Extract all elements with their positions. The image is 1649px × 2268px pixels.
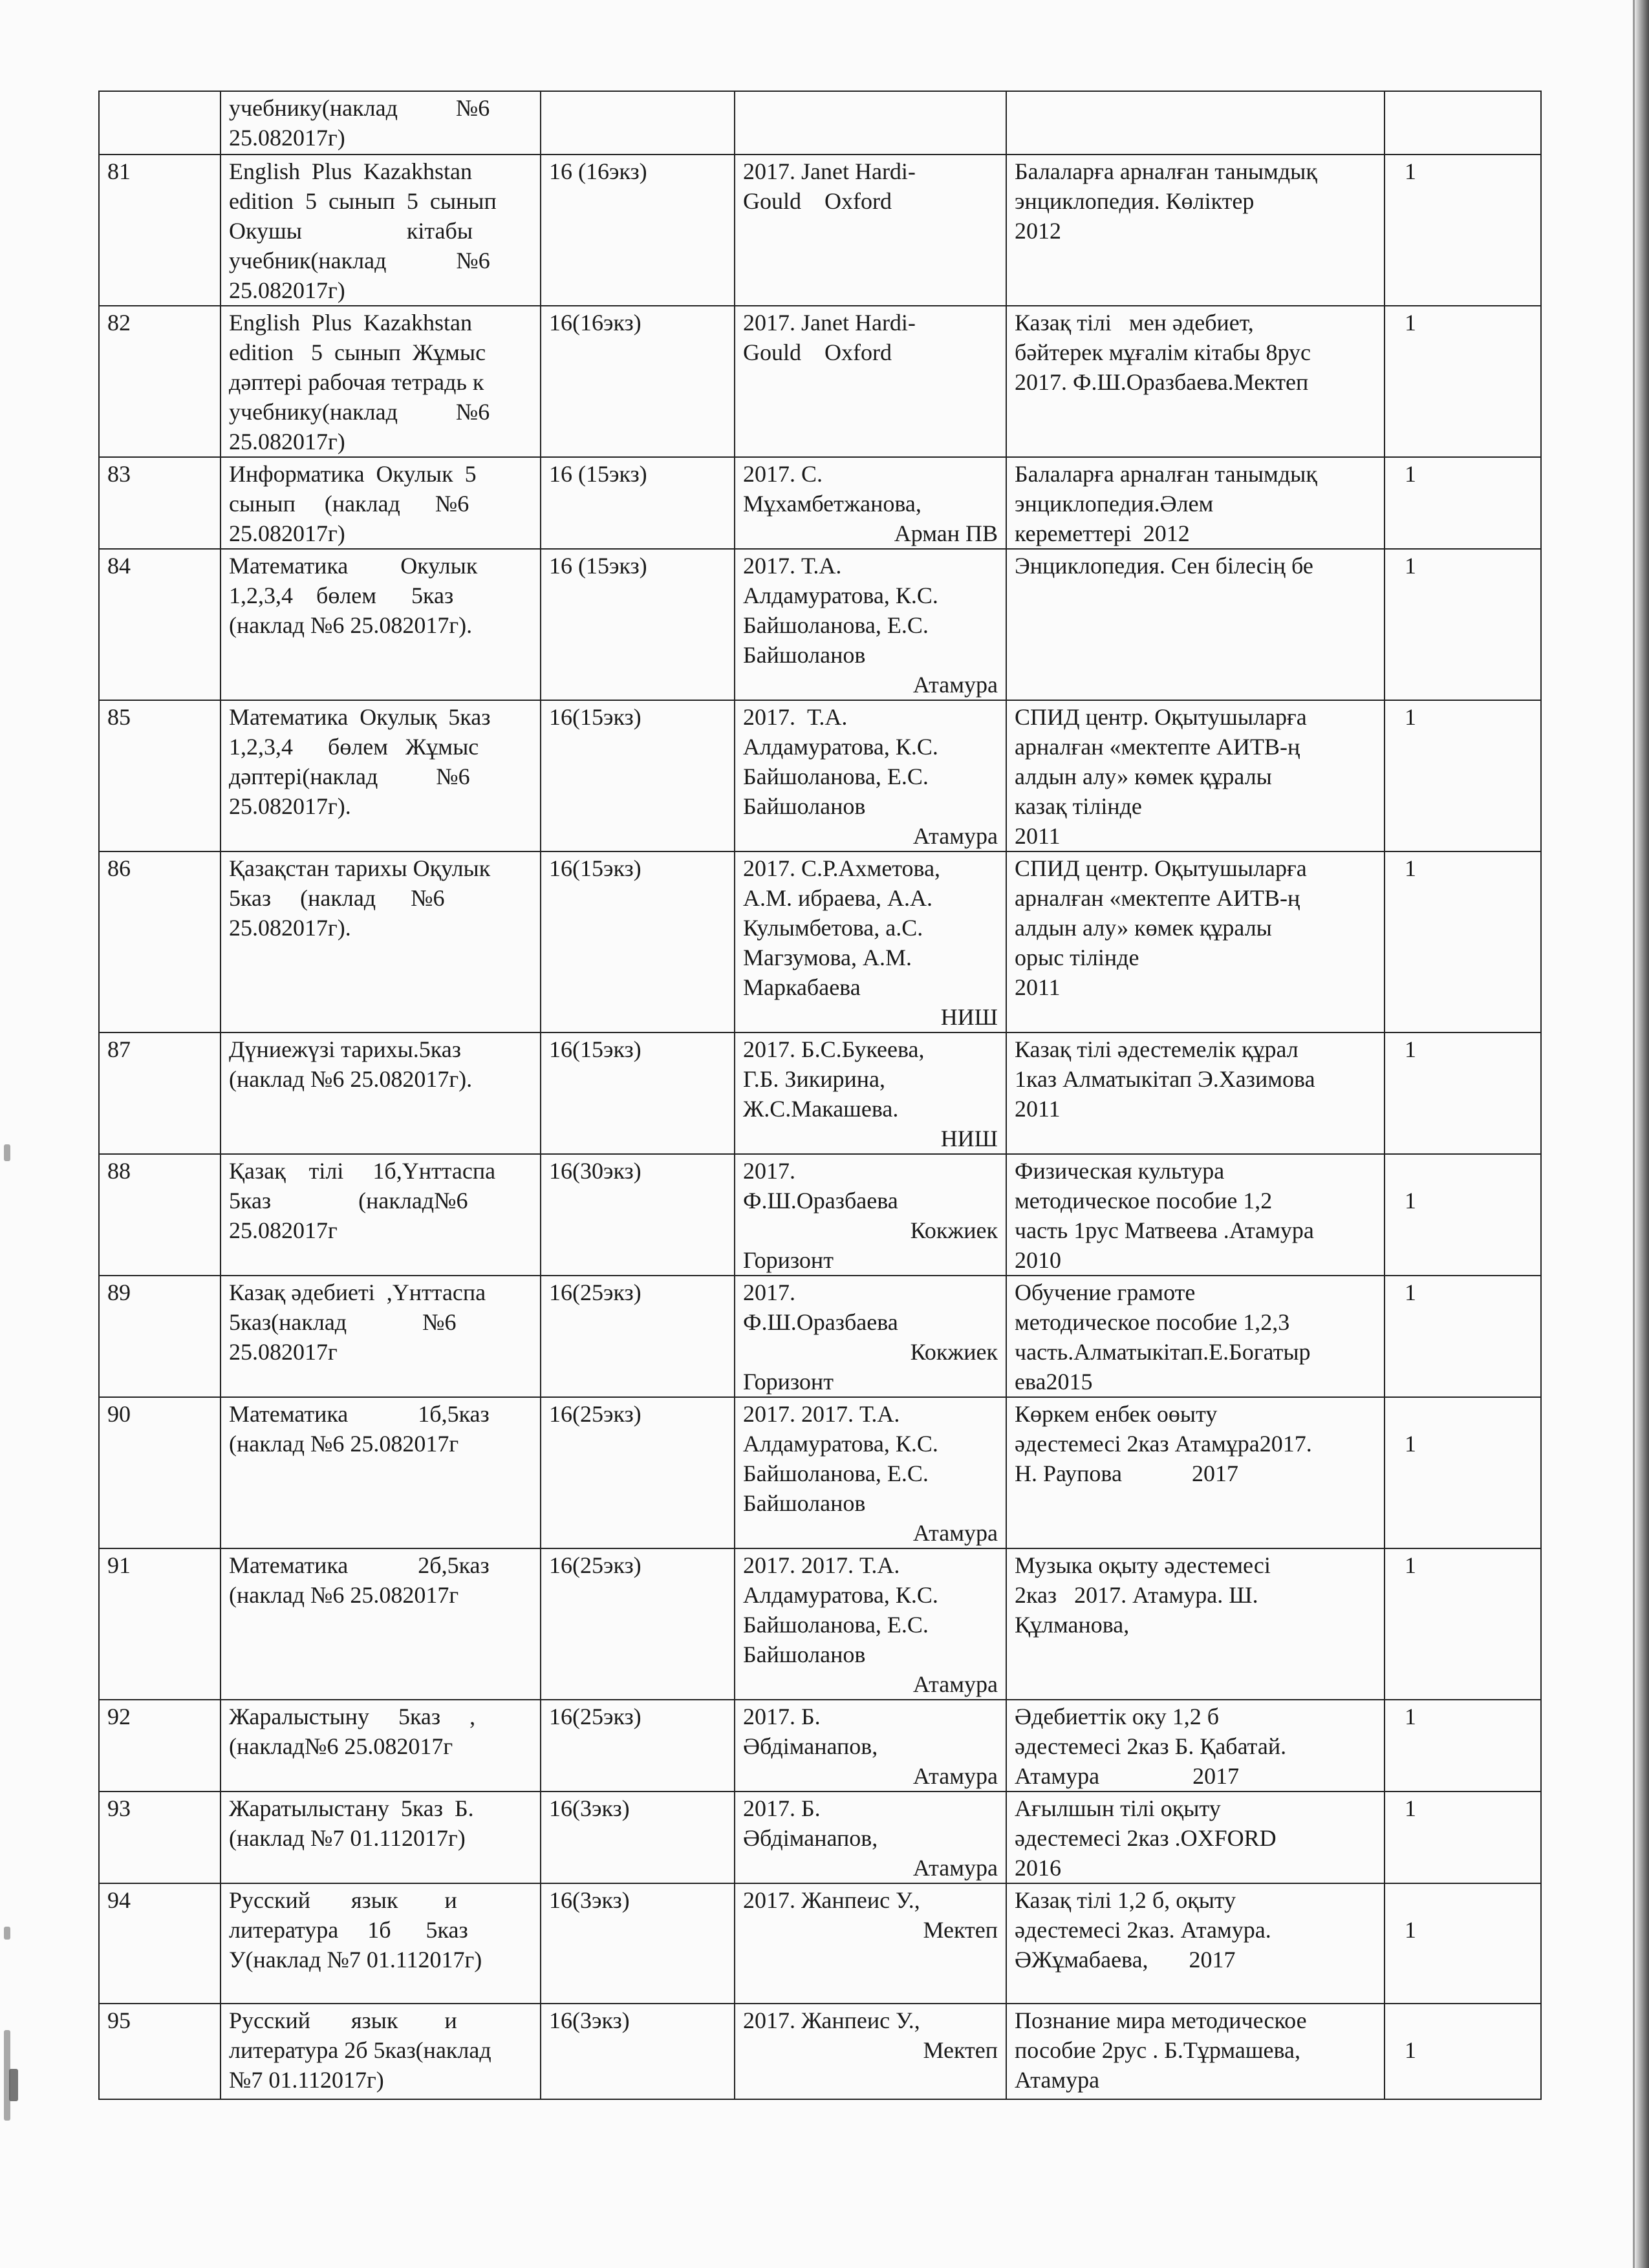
cell-line: учебнику(наклад №6	[229, 399, 490, 425]
cell-line: ева2015	[1015, 1369, 1093, 1395]
table-row	[99, 1276, 1541, 1397]
cell-line: энциклопедия.Әлем	[1015, 491, 1214, 517]
cell-line: Казақ әдебиеті ,Үнттаспа	[229, 1279, 486, 1305]
textbook-title-cell	[221, 1548, 541, 1700]
methodical-guide-cell	[1006, 1032, 1385, 1154]
methodical-guide-cell	[1006, 1397, 1385, 1548]
quantity-cell	[541, 91, 735, 155]
cell-line: 2017. Б.С.Букеева,	[743, 1036, 925, 1062]
copy-count-cell: 1	[1385, 1548, 1541, 1700]
textbook-title-cell	[221, 155, 541, 306]
row-number: 90	[99, 1397, 221, 1548]
methodical-guide-cell	[1006, 851, 1385, 1032]
methodical-guide-cell	[1006, 1276, 1385, 1397]
row-number: 89	[99, 1276, 221, 1397]
cell-line: 2011	[1015, 1096, 1061, 1122]
cell-line: сынып (наклад №6	[229, 491, 469, 517]
cell-line: (наклад №6 25.082017г	[229, 1431, 459, 1457]
cell-line: Байшоланова, Е.С.	[743, 1612, 929, 1638]
textbook-title-cell	[221, 1032, 541, 1154]
table-row	[99, 1548, 1541, 1700]
cell-line: методическое пособие 1,2	[1015, 1188, 1273, 1214]
quantity-cell: 16(25экз)	[541, 1548, 735, 1700]
textbook-title-cell	[221, 851, 541, 1032]
cell-line: Мектеп	[923, 2037, 998, 2063]
cell-line: (наклад №7 01.112017г)	[229, 1825, 466, 1851]
cell-line: 2017. Жанпеис У.,	[743, 2007, 920, 2033]
row-number: 95	[99, 2004, 221, 2099]
cell-line: 2012	[1015, 218, 1061, 244]
cell-line: Энциклопедия. Сен білесің бе	[1015, 553, 1313, 579]
scan-artifact	[9, 2069, 18, 2101]
cell-line: Жаралыстыну 5каз ,	[229, 1704, 476, 1729]
cell-line: Балаларға арналған танымдық	[1015, 158, 1317, 184]
author-publisher-cell	[735, 851, 1006, 1032]
cell-line: учебнику(наклад №6	[229, 95, 490, 121]
cell-line: 25.082017г)	[229, 125, 345, 151]
cell-line: Байшоланов	[743, 1490, 866, 1516]
cell-line: Атамура	[1015, 2067, 1100, 2093]
quantity-cell: 16(3экз)	[541, 1792, 735, 1883]
table-row	[99, 1154, 1541, 1276]
cell-line: Кулымбетова, а.С.	[743, 915, 923, 941]
quantity-cell: 16(15экз)	[541, 851, 735, 1032]
textbook-title-cell	[221, 549, 541, 700]
cell-line: 2017. Janet Hardi-	[743, 158, 916, 184]
cell-line: Дүниежүзі тарихы.5каз	[229, 1036, 461, 1062]
cell-line: ӘЖұмабаева, 2017	[1015, 1947, 1236, 1973]
cell-line: 25.082017г)	[229, 277, 345, 303]
cell-line: edition 5 сынып Жұмыс	[229, 339, 486, 365]
cell-line: 2017. Ф.Ш.Оразбаева.Мектеп	[1015, 369, 1309, 395]
copy-count-cell: 1	[1385, 1700, 1541, 1792]
author-publisher-cell	[735, 457, 1006, 549]
cell-line: Әдебиеттік оку 1,2 б	[1015, 1704, 1220, 1729]
textbook-title-cell	[221, 457, 541, 549]
cell-line: Байшоланова, Е.С.	[743, 1460, 929, 1486]
cell-line: Горизонт	[743, 1247, 834, 1273]
cell-line: English Plus Kazakhstan	[229, 158, 472, 184]
cell-line: НИШ	[940, 1126, 998, 1151]
cell-line: 2010	[1015, 1247, 1061, 1273]
cell-line: Байшоланов	[743, 1642, 866, 1667]
cell-line: 5каз (наклад №6	[229, 885, 445, 911]
cell-line: Казақ тілі әдестемелік құрал	[1015, 1036, 1299, 1062]
cell-line: арналған «мектепте АИТВ-ң	[1015, 734, 1300, 760]
copy-count-cell: 1	[1385, 549, 1541, 700]
cell-line: Көркем енбек оөыту	[1015, 1401, 1218, 1427]
cell-line: Казақ тілі мен әдебиет,	[1015, 310, 1254, 336]
quantity-cell: 16(3экз)	[541, 2004, 735, 2099]
cell-line: (наклад №6 25.082017г).	[229, 612, 473, 638]
cell-line: 2017. Жанпеис У.,	[743, 1887, 920, 1913]
row-number: 85	[99, 700, 221, 851]
cell-line: Маркабаева	[743, 974, 861, 1000]
cell-line: edition 5 сынып 5 сынып	[229, 188, 497, 214]
author-publisher-cell	[735, 1700, 1006, 1792]
cell-line: Құлманова,	[1015, 1612, 1130, 1638]
table-body	[99, 91, 1541, 2099]
author-publisher-cell	[735, 1883, 1006, 2004]
quantity-cell: 16 (15экз)	[541, 549, 735, 700]
cell-line: энциклопедия. Көліктер	[1015, 188, 1255, 214]
methodical-guide-cell	[1006, 91, 1385, 155]
cell-line: СПИД центр. Оқытушыларға	[1015, 704, 1307, 730]
cell-line: учебник(наклад №6	[229, 248, 490, 273]
copy-count-cell: 1	[1385, 1032, 1541, 1154]
copy-count-cell: 1	[1385, 155, 1541, 306]
row-number: 82	[99, 306, 221, 457]
cell-line: 2011	[1015, 823, 1061, 849]
cell-line: Ф.Ш.Оразбаева	[743, 1188, 898, 1214]
page-edge-line	[1633, 0, 1635, 2268]
quantity-cell: 16(15экз)	[541, 700, 735, 851]
cell-line: 2017. Т.А.	[743, 553, 842, 579]
author-publisher-cell	[735, 1792, 1006, 1883]
author-publisher-cell	[735, 91, 1006, 155]
cell-line: Кокжиек	[910, 1339, 998, 1365]
cell-line: 5каз (наклад№6	[229, 1188, 468, 1214]
row-number: 86	[99, 851, 221, 1032]
copy-count-cell: 1	[1385, 457, 1541, 549]
cell-line: дәптері рабочая тетрадь к	[229, 369, 484, 395]
cell-line: Балаларға арналған танымдық	[1015, 461, 1317, 487]
author-publisher-cell	[735, 306, 1006, 457]
cell-line: Г.Б. Зикирина,	[743, 1066, 885, 1092]
cell-line: Әбдіманапов,	[743, 1825, 878, 1851]
quantity-cell: 16(25экз)	[541, 1700, 735, 1792]
cell-line: казақ тілінде	[1015, 793, 1142, 819]
copy-count-cell: 1	[1385, 1792, 1541, 1883]
table-row	[99, 1700, 1541, 1792]
row-number	[99, 91, 221, 155]
cell-line: литература 2б 5каз(наклад	[229, 2037, 491, 2063]
cell-line: Физическая культура	[1015, 1158, 1225, 1184]
cell-line: Атамура	[912, 823, 998, 849]
textbook-title-cell	[221, 306, 541, 457]
table-row	[99, 306, 1541, 457]
cell-line: 2017.	[743, 1279, 795, 1305]
author-publisher-cell	[735, 2004, 1006, 2099]
cell-line: Атамура	[912, 1520, 998, 1546]
page-edge-shadow	[1635, 0, 1649, 2268]
cell-line: 25.082017г)	[229, 520, 345, 546]
methodical-guide-cell	[1006, 1700, 1385, 1792]
table-row	[99, 155, 1541, 306]
cell-line: Алдамуратова, К.С.	[743, 583, 938, 608]
cell-line: бәйтерек мұғалім кітабы 8рус	[1015, 339, 1311, 365]
cell-line: 2016	[1015, 1855, 1061, 1881]
methodical-guide-cell	[1006, 457, 1385, 549]
methodical-guide-cell	[1006, 549, 1385, 700]
row-number: 84	[99, 549, 221, 700]
table-row	[99, 549, 1541, 700]
textbook-title-cell	[221, 1792, 541, 1883]
cell-line: әдестемесі 2каз Атамұра2017.	[1015, 1431, 1312, 1457]
cell-line: Ағылшын тілі оқыту	[1015, 1795, 1221, 1821]
cell-line: (наклад№6 25.082017г	[229, 1733, 453, 1759]
cell-line: Мектеп	[923, 1917, 998, 1943]
methodical-guide-cell	[1006, 306, 1385, 457]
cell-line: часть 1рус Матвеева .Атамура	[1015, 1217, 1314, 1243]
quantity-cell: 16(15экз)	[541, 1032, 735, 1154]
table-row	[99, 1792, 1541, 1883]
cell-line: Математика 2б,5каз	[229, 1552, 490, 1578]
author-publisher-cell	[735, 700, 1006, 851]
cell-line: 5каз(наклад №6	[229, 1309, 457, 1335]
cell-line: Gould Oxford	[743, 339, 892, 365]
table-row	[99, 1397, 1541, 1548]
cell-line: кереметтері 2012	[1015, 520, 1190, 546]
cell-line: әдестемесі 2каз. Атамура.	[1015, 1917, 1271, 1943]
scan-artifact	[4, 1144, 10, 1161]
cell-line: Алдамуратова, К.С.	[743, 1431, 938, 1457]
cell-line: Алдамуратова, К.С.	[743, 734, 938, 760]
row-number: 94	[99, 1883, 221, 2004]
cell-line: арналған «мектепте АИТВ-ң	[1015, 885, 1300, 911]
cell-line: Атамура	[912, 1671, 998, 1697]
copy-count-cell: 1	[1385, 851, 1541, 1032]
cell-line: Информатика Окулык 5	[229, 461, 477, 487]
copy-count-cell: 1	[1385, 2004, 1541, 2099]
cell-line: 1,2,3,4 бөлем 5каз	[229, 583, 454, 608]
quantity-cell: 16(16экз)	[541, 306, 735, 457]
cell-line: Музыка оқыту әдестемесі	[1015, 1552, 1271, 1578]
cell-line: әдестемесі 2каз Б. Қабатай.	[1015, 1733, 1287, 1759]
cell-line: №7 01.112017г)	[229, 2067, 384, 2093]
textbook-title-cell	[221, 1700, 541, 1792]
cell-line: 2017. 2017. Т.А.	[743, 1401, 900, 1427]
textbook-inventory-table	[98, 91, 1542, 2100]
cell-line: 1,2,3,4 бөлем Жұмыс	[229, 734, 479, 760]
cell-line: Арман ПВ	[894, 520, 998, 546]
row-number: 88	[99, 1154, 221, 1276]
methodical-guide-cell	[1006, 1792, 1385, 1883]
methodical-guide-cell	[1006, 1883, 1385, 2004]
table-row	[99, 1883, 1541, 2004]
table-row	[99, 457, 1541, 549]
cell-line: 25.082017г)	[229, 429, 345, 455]
textbook-title-cell	[221, 91, 541, 155]
copy-count-cell: 1	[1385, 306, 1541, 457]
table-row	[99, 1032, 1541, 1154]
table-row	[99, 91, 1541, 155]
row-number: 81	[99, 155, 221, 306]
quantity-cell: 16(25экз)	[541, 1397, 735, 1548]
table-row	[99, 2004, 1541, 2099]
copy-count-cell: 1	[1385, 1883, 1541, 2004]
cell-line: Атамура 2017	[1015, 1763, 1240, 1789]
author-publisher-cell	[735, 549, 1006, 700]
cell-line: (наклад №6 25.082017г	[229, 1582, 459, 1608]
cell-line: 2каз 2017. Атамура. Ш.	[1015, 1582, 1258, 1608]
cell-line: пособие 2рус . Б.Тұрмашева,	[1015, 2037, 1301, 2063]
textbook-title-cell	[221, 1276, 541, 1397]
author-publisher-cell	[735, 1276, 1006, 1397]
copy-count-cell	[1385, 91, 1541, 155]
cell-line: Байшоланова, Е.С.	[743, 612, 929, 638]
quantity-cell: 16 (16экз)	[541, 155, 735, 306]
cell-line: Байшоланов	[743, 793, 866, 819]
cell-line: 2011	[1015, 974, 1061, 1000]
author-publisher-cell	[735, 1154, 1006, 1276]
cell-line: 2017. Т.А.	[743, 704, 848, 730]
methodical-guide-cell	[1006, 2004, 1385, 2099]
methodical-guide-cell	[1006, 1154, 1385, 1276]
textbook-title-cell	[221, 700, 541, 851]
copy-count-cell: 1	[1385, 1276, 1541, 1397]
cell-line: Қазақ тілі 1б,Үнттаспа	[229, 1158, 496, 1184]
cell-line: Алдамуратова, К.С.	[743, 1582, 938, 1608]
cell-line: 2017. С.	[743, 461, 823, 487]
cell-line: Математика 1б,5каз	[229, 1401, 490, 1427]
textbook-title-cell	[221, 1883, 541, 2004]
textbook-title-cell	[221, 2004, 541, 2099]
methodical-guide-cell	[1006, 1548, 1385, 1700]
cell-line: әдестемесі 2каз .OXFORD	[1015, 1825, 1277, 1851]
cell-line: А.М. ибраева, А.А.	[743, 885, 933, 911]
cell-line: Әбдіманапов,	[743, 1733, 878, 1759]
scan-artifact	[4, 1927, 10, 1940]
quantity-cell: 16(30экз)	[541, 1154, 735, 1276]
quantity-cell: 16(25экз)	[541, 1276, 735, 1397]
cell-line: 2017. С.Р.Ахметова,	[743, 855, 941, 881]
cell-line: Мұхамбетжанова,	[743, 491, 921, 517]
cell-line: 1каз Алматыкітап Э.Хазимова	[1015, 1066, 1315, 1092]
cell-line: Горизонт	[743, 1369, 834, 1395]
author-publisher-cell	[735, 155, 1006, 306]
cell-line: 2017.	[743, 1158, 795, 1184]
table-row	[99, 851, 1541, 1032]
cell-line: Ж.С.Макашева.	[743, 1096, 899, 1122]
cell-line: алдын алу» көмек құралы	[1015, 764, 1272, 789]
cell-line: 25.082017г).	[229, 915, 351, 941]
quantity-cell: 16 (15экз)	[541, 457, 735, 549]
cell-line: часть.Алматыкітап.Е.Богатыр	[1015, 1339, 1311, 1365]
methodical-guide-cell	[1006, 155, 1385, 306]
cell-line: Русский язык и	[229, 2007, 457, 2033]
cell-line: 2017. 2017. Т.А.	[743, 1552, 900, 1578]
cell-line: орыс тілінде	[1015, 945, 1139, 970]
textbook-title-cell	[221, 1397, 541, 1548]
cell-line: Математика Окулық 5каз	[229, 704, 491, 730]
cell-line: Кокжиек	[910, 1217, 998, 1243]
cell-line: Байшоланова, Е.С.	[743, 764, 929, 789]
author-publisher-cell	[735, 1548, 1006, 1700]
cell-line: (наклад №6 25.082017г).	[229, 1066, 473, 1092]
table-row	[99, 700, 1541, 851]
cell-line: Познание мира методическое	[1015, 2007, 1307, 2033]
copy-count-cell: 1	[1385, 1397, 1541, 1548]
author-publisher-cell	[735, 1032, 1006, 1154]
cell-line: Магзумова, А.М.	[743, 945, 912, 970]
cell-line: Атамура	[912, 672, 998, 698]
cell-line: 2017. Б.	[743, 1704, 821, 1729]
cell-line: 2017. Б.	[743, 1795, 821, 1821]
cell-line: Қазақстан тарихы Оқулык	[229, 855, 491, 881]
cell-line: Окушы кітабы	[229, 218, 473, 244]
textbook-title-cell	[221, 1154, 541, 1276]
cell-line: У(наклад №7 01.112017г)	[229, 1947, 482, 1973]
cell-line: литература 1б 5каз	[229, 1917, 468, 1943]
cell-line: Ф.Ш.Оразбаева	[743, 1309, 898, 1335]
cell-line: алдын алу» көмек құралы	[1015, 915, 1272, 941]
cell-line: СПИД центр. Оқытушыларға	[1015, 855, 1307, 881]
cell-line: Казақ тілі 1,2 б, оқыту	[1015, 1887, 1236, 1913]
copy-count-cell: 1	[1385, 1154, 1541, 1276]
row-number: 91	[99, 1548, 221, 1700]
quantity-cell: 16(3экз)	[541, 1883, 735, 2004]
cell-line: 25.082017г).	[229, 793, 351, 819]
cell-line: Жаратылыстану 5каз Б.	[229, 1795, 474, 1821]
cell-line: Обучение грамоте	[1015, 1279, 1196, 1305]
cell-line: дәптері(наклад №6	[229, 764, 470, 789]
copy-count-cell: 1	[1385, 700, 1541, 851]
cell-line: Gould Oxford	[743, 188, 892, 214]
methodical-guide-cell	[1006, 700, 1385, 851]
cell-line: Русский язык и	[229, 1887, 457, 1913]
row-number: 93	[99, 1792, 221, 1883]
author-publisher-cell	[735, 1397, 1006, 1548]
cell-line: методическое пособие 1,2,3	[1015, 1309, 1290, 1335]
cell-line: 25.082017г	[229, 1217, 338, 1243]
cell-line: Атамура	[912, 1855, 998, 1881]
row-number: 87	[99, 1032, 221, 1154]
row-number: 92	[99, 1700, 221, 1792]
row-number: 83	[99, 457, 221, 549]
cell-line: Математика Окулык	[229, 553, 478, 579]
cell-line: Байшоланов	[743, 642, 866, 668]
cell-line: English Plus Kazakhstan	[229, 310, 472, 336]
cell-line: 25.082017г	[229, 1339, 338, 1365]
cell-line: Н. Раупова 2017	[1015, 1460, 1238, 1486]
cell-line: 2017. Janet Hardi-	[743, 310, 916, 336]
cell-line: Атамура	[912, 1763, 998, 1789]
cell-line: НИШ	[940, 1004, 998, 1030]
